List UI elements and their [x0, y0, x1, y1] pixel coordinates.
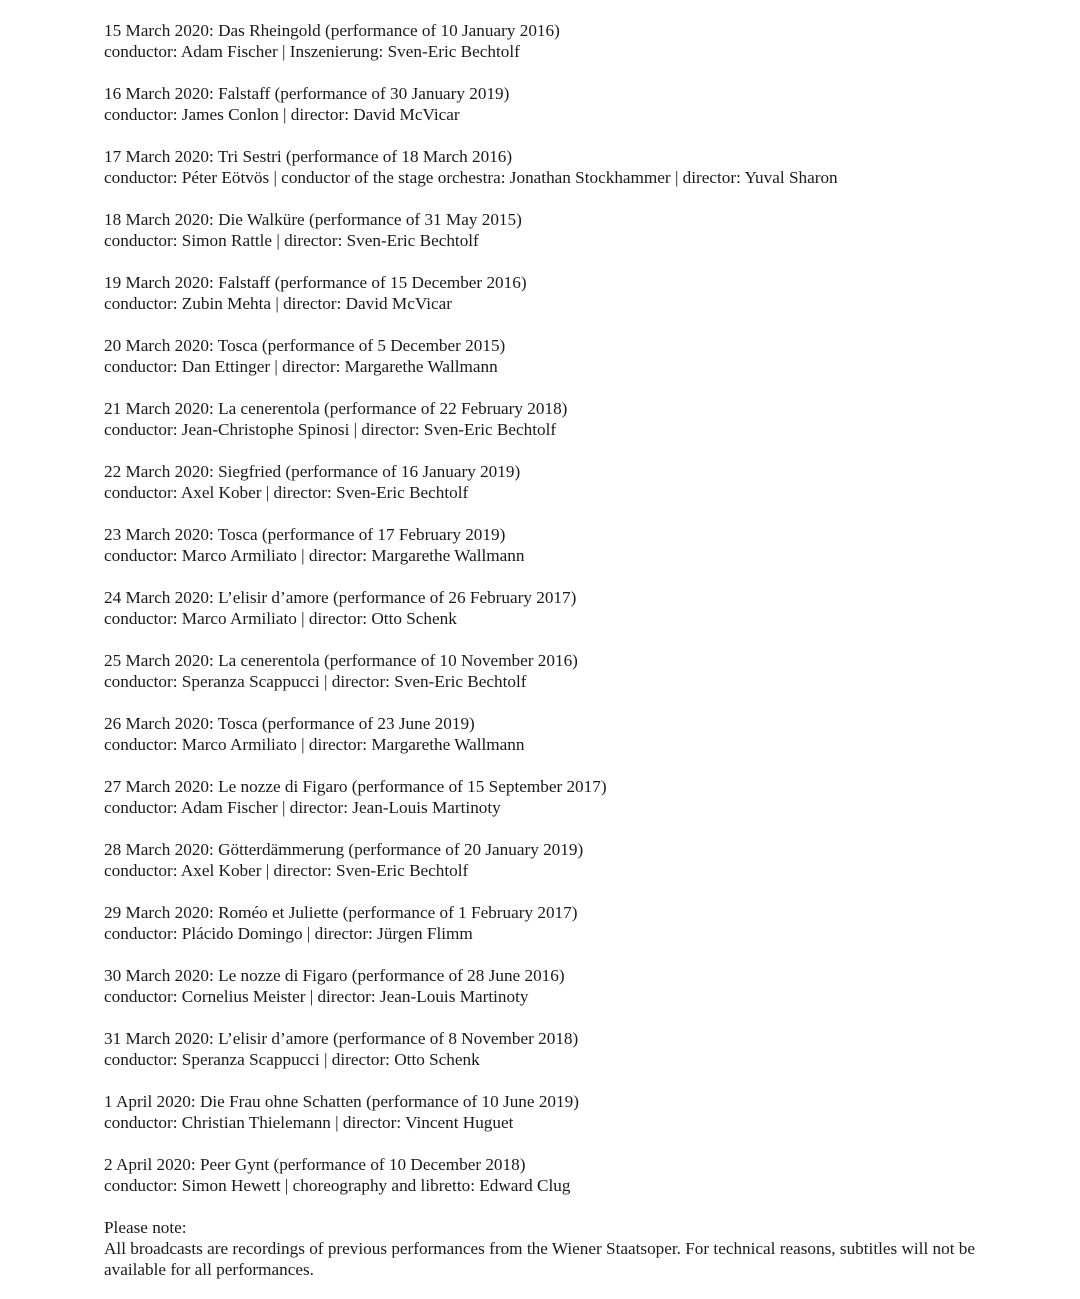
entry-title: 17 March 2020: Tri Sestri (performance of 18 March 2016)	[104, 147, 513, 166]
entry-title: 24 March 2020: L’elisir d’amore (performance of 26 February 2017)	[104, 588, 577, 607]
schedule-entry	[104, 461, 984, 503]
entry-title: 27 March 2020: Le nozze di Figaro (performance of 15 September 2017)	[104, 777, 607, 796]
entry-credits: conductor: Adam Fischer | Inszenierung: Sven-Eric Bechtolf	[104, 42, 520, 61]
entry-credits: conductor: Axel Kober | director: Sven-Eric Bechtolf	[104, 861, 469, 880]
entry-credits: conductor: Péter Eötvös | conductor of the stage orchestra: Jonathan Stockhammer | director: Yuval Sharon	[104, 168, 838, 187]
entry-credits: conductor: Speranza Scappucci | director: Otto Schenk	[104, 1050, 480, 1069]
entry-credits: conductor: Marco Armiliato | director: Otto Schenk	[104, 609, 457, 628]
schedule-entry	[104, 902, 984, 944]
schedule-entry	[104, 839, 984, 881]
schedule-entry	[104, 713, 984, 755]
document-page	[104, 20, 984, 1280]
schedule-entry	[104, 209, 984, 251]
schedule-entry	[104, 83, 984, 125]
entry-title: 21 March 2020: La cenerentola (performance of 22 February 2018)	[104, 399, 568, 418]
note-text: All broadcasts are recordings of previous performances from the Wiener Staatsoper. For technical reasons, subtitles will not be available for all performances.	[104, 1239, 975, 1279]
entry-title: 2 April 2020: Peer Gynt (performance of 10 December 2018)	[104, 1155, 526, 1174]
entry-title: 26 March 2020: Tosca (performance of 23 June 2019)	[104, 714, 475, 733]
schedule-entry	[104, 1091, 984, 1133]
entry-credits: conductor: Axel Kober | director: Sven-Eric Bechtolf	[104, 483, 469, 502]
schedule-list	[104, 20, 984, 1196]
entry-title: 23 March 2020: Tosca (performance of 17 February 2019)	[104, 525, 506, 544]
schedule-entry	[104, 587, 984, 629]
entry-title: 15 March 2020: Das Rheingold (performance of 10 January 2016)	[104, 21, 560, 40]
entry-credits: conductor: Marco Armiliato | director: Margarethe Wallmann	[104, 735, 525, 754]
schedule-entry	[104, 335, 984, 377]
note-heading: Please note:	[104, 1218, 187, 1237]
entry-credits: conductor: Adam Fischer | director: Jean-Louis Martinoty	[104, 798, 501, 817]
entry-credits: conductor: Plácido Domingo | director: Jürgen Flimm	[104, 924, 473, 943]
entry-title: 25 March 2020: La cenerentola (performance of 10 November 2016)	[104, 651, 578, 670]
entry-credits: conductor: Simon Rattle | director: Sven-Eric Bechtolf	[104, 231, 479, 250]
entry-title: 31 March 2020: L’elisir d’amore (performance of 8 November 2018)	[104, 1029, 579, 1048]
schedule-entry	[104, 965, 984, 1007]
entry-credits: conductor: Cornelius Meister | director: Jean-Louis Martinoty	[104, 987, 529, 1006]
entry-title: 1 April 2020: Die Frau ohne Schatten (performance of 10 June 2019)	[104, 1092, 579, 1111]
entry-title: 18 March 2020: Die Walküre (performance of 31 May 2015)	[104, 210, 522, 229]
schedule-entry	[104, 272, 984, 314]
entry-credits: conductor: Dan Ettinger | director: Margarethe Wallmann	[104, 357, 498, 376]
entry-title: 20 March 2020: Tosca (performance of 5 December 2015)	[104, 336, 506, 355]
entry-credits: conductor: James Conlon | director: David McVicar	[104, 105, 460, 124]
entry-title: 19 March 2020: Falstaff (performance of 15 December 2016)	[104, 273, 527, 292]
entry-title: 28 March 2020: Götterdämmerung (performance of 20 January 2019)	[104, 840, 584, 859]
schedule-entry	[104, 398, 984, 440]
schedule-entry	[104, 146, 984, 188]
note-block	[104, 1217, 984, 1280]
entry-credits: conductor: Jean-Christophe Spinosi | director: Sven-Eric Bechtolf	[104, 420, 557, 439]
schedule-entry	[104, 20, 984, 62]
entry-credits: conductor: Speranza Scappucci | director: Sven-Eric Bechtolf	[104, 672, 527, 691]
entry-credits: conductor: Marco Armiliato | director: Margarethe Wallmann	[104, 546, 525, 565]
schedule-entry	[104, 1028, 984, 1070]
entry-credits: conductor: Zubin Mehta | director: David McVicar	[104, 294, 452, 313]
schedule-entry	[104, 650, 984, 692]
entry-title: 16 March 2020: Falstaff (performance of 30 January 2019)	[104, 84, 510, 103]
entry-title: 22 March 2020: Siegfried (performance of 16 January 2019)	[104, 462, 521, 481]
schedule-entry	[104, 1154, 984, 1196]
entry-credits: conductor: Christian Thielemann | director: Vincent Huguet	[104, 1113, 514, 1132]
schedule-entry	[104, 524, 984, 566]
entry-title: 29 March 2020: Roméo et Juliette (performance of 1 February 2017)	[104, 903, 578, 922]
entry-credits: conductor: Simon Hewett | choreography and libretto: Edward Clug	[104, 1176, 571, 1195]
schedule-entry	[104, 776, 984, 818]
entry-title: 30 March 2020: Le nozze di Figaro (performance of 28 June 2016)	[104, 966, 565, 985]
